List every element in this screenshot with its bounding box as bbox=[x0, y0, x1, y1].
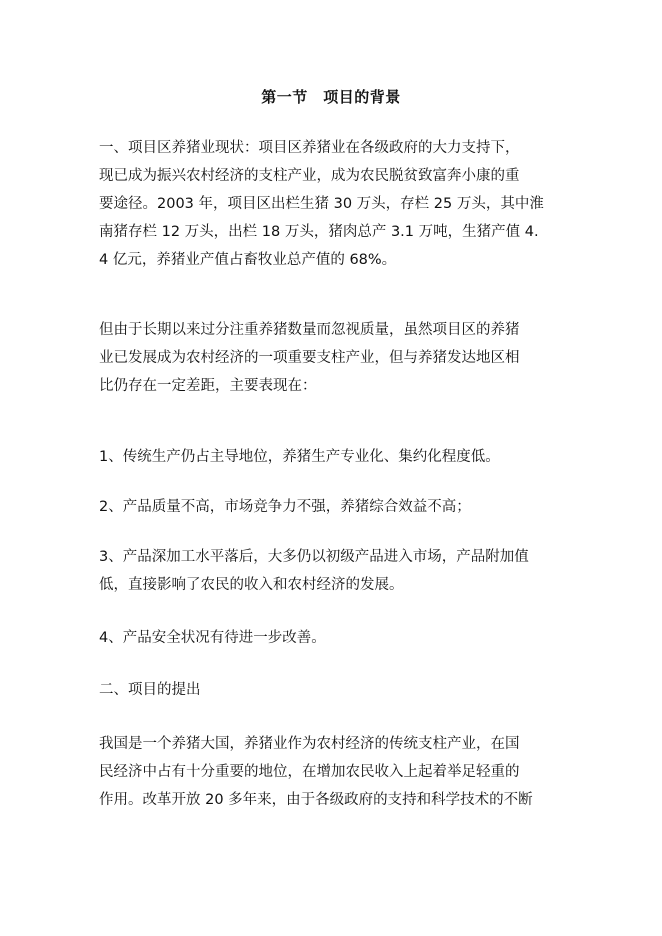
paragraph-line: 现已成为振兴农村经济的支柱产业，成为农民脱贫致富奔小康的重 bbox=[99, 168, 520, 184]
paragraph-line: 比仍存在一定差距，主要表现在： bbox=[99, 378, 317, 394]
paragraph-proposal bbox=[99, 730, 567, 814]
paragraph-line: 业已发展成为农村经济的一项重要支柱产业，但与养猪发达地区相 bbox=[99, 350, 520, 366]
paragraph-line: 1、传统生产仍占主导地位，养猪生产专业化、集约化程度低。 bbox=[99, 449, 500, 465]
paragraph-line: 作用。改革开放 20 多年来，由于各级政府的支持和科学技术的不断 bbox=[99, 792, 533, 808]
paragraph-line: 2、产品质量不高，市场竞争力不强，养猪综合效益不高； bbox=[99, 499, 471, 515]
paragraph-line: 3、产品深加工水平落后，大多仍以初级产品进入市场，产品附加值 bbox=[99, 549, 529, 565]
list-item-4 bbox=[99, 624, 567, 652]
paragraph-line: 一、项目区养猪业现状：项目区养猪业在各级政府的大力支持下， bbox=[99, 140, 520, 156]
list-item-2 bbox=[99, 493, 567, 521]
paragraph-line: 我国是一个养猪大国，养猪业作为农村经济的传统支柱产业，在国 bbox=[99, 736, 520, 752]
section-title: 第一节 项目的背景 bbox=[261, 88, 401, 106]
list-item-3 bbox=[99, 543, 567, 599]
paragraph-line: 二、项目的提出 bbox=[99, 682, 201, 698]
paragraph-line: 低，直接影响了农民的收入和农村经济的发展。 bbox=[99, 577, 404, 593]
list-item-1 bbox=[99, 443, 567, 471]
paragraph-line: 4、产品安全状况有待进一步改善。 bbox=[99, 630, 326, 646]
paragraph-line: 4 亿元，养猪业产值占畜牧业总产值的 68%。 bbox=[99, 252, 397, 268]
paragraph-line: 但由于长期以来过分注重养猪数量而忽视质量，虽然项目区的养猪 bbox=[99, 322, 520, 338]
paragraph-line: 要途径。2003 年，项目区出栏生猪 30 万头，存栏 25 万头，其中淮 bbox=[99, 196, 544, 212]
paragraph-status bbox=[99, 134, 567, 274]
paragraph-gap bbox=[99, 316, 567, 400]
paragraph-line: 南猪存栏 12 万头，出栏 18 万头，猪肉总产 3.1 万吨，生猪产值 4. bbox=[99, 224, 539, 240]
paragraph-line: 民经济中占有十分重要的地位，在增加农民收入上起着举足轻重的 bbox=[99, 764, 520, 780]
section-heading-2 bbox=[99, 676, 567, 704]
